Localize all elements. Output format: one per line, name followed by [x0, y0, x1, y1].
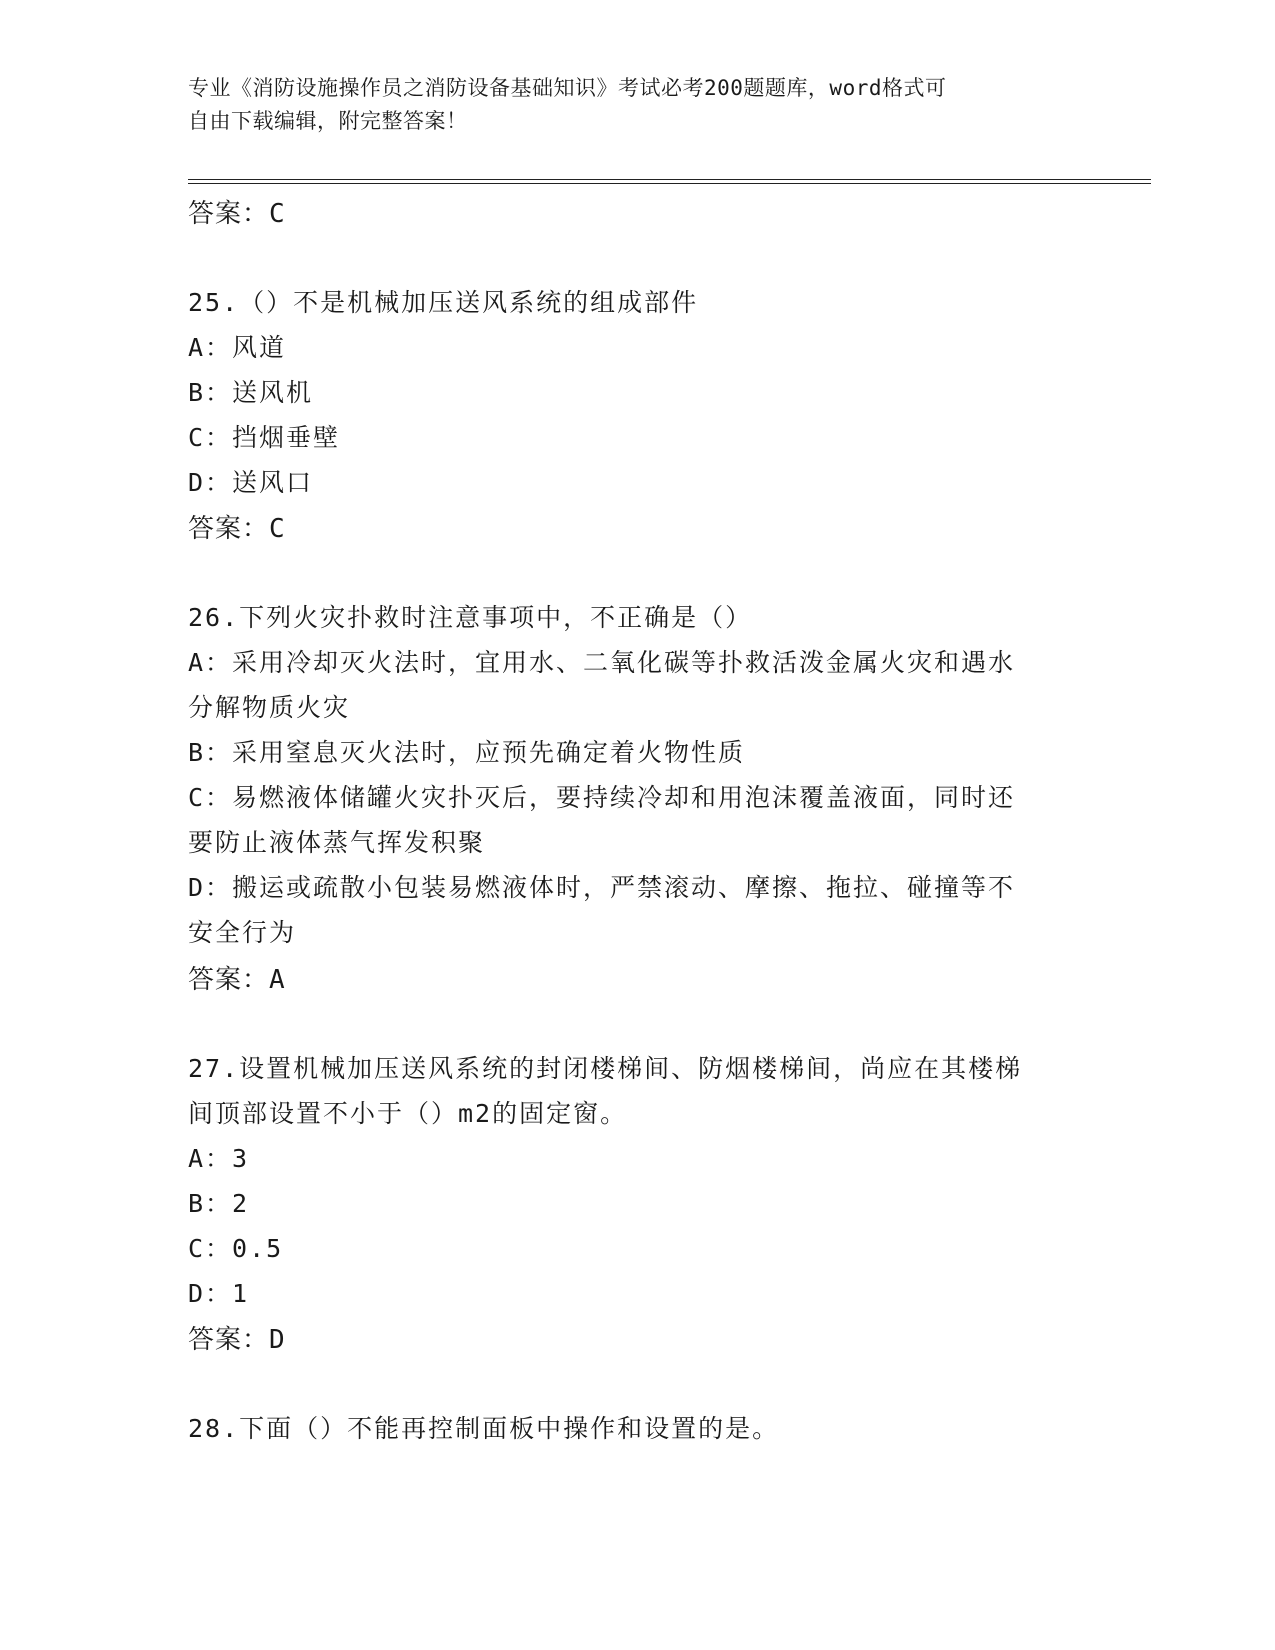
question-28-stem: 28.下面（）不能再控制面板中操作和设置的是。 — [188, 1414, 780, 1443]
answer-value: C — [269, 514, 286, 544]
question-27-option-d: D：1 — [188, 1279, 250, 1308]
question-26-option-a-cont: 分解物质火灾 — [188, 693, 351, 722]
question-27-stem: 27.设置机械加压送风系统的封闭楼梯间、防烟楼梯间，尚应在其楼梯 — [188, 1054, 1023, 1083]
header-divider-bottom — [188, 183, 1151, 184]
answer-label: 答案： — [188, 965, 270, 995]
answer-label: 答案： — [188, 199, 270, 229]
header-line-1: 专业《消防设施操作员之消防设备基础知识》考试必考200题题库，word格式可 — [188, 76, 947, 100]
answer-label: 答案： — [188, 514, 270, 544]
document-header — [188, 72, 1088, 138]
question-25-stem: 25.（）不是机械加压送风系统的组成部件 — [188, 288, 699, 317]
question-27-option-b: B：2 — [188, 1189, 250, 1218]
question-25-option-b: B：送风机 — [188, 378, 314, 407]
header-line-2: 自由下载编辑，附完整答案！ — [188, 109, 468, 133]
answer-q24 — [188, 193, 286, 230]
question-27-stem-cont: 间顶部设置不小于（）m2的固定窗。 — [188, 1099, 628, 1128]
question-26-stem: 26.下列火灾扑救时注意事项中，不正确是（） — [188, 603, 753, 632]
question-26-option-b: B：采用窒息灭火法时，应预先确定着火物性质 — [188, 738, 746, 767]
question-25-option-c: C：挡烟垂壁 — [188, 423, 341, 452]
header-divider-top — [188, 179, 1151, 180]
answer-value: C — [269, 199, 286, 229]
answer-q25 — [188, 508, 286, 545]
question-26-option-d: D：搬运或疏散小包装易燃液体时，严禁滚动、摩擦、拖拉、碰撞等不 — [188, 873, 1016, 902]
answer-label: 答案： — [188, 1325, 270, 1355]
answer-q27 — [188, 1319, 286, 1356]
question-26-option-c-cont: 要防止液体蒸气挥发积聚 — [188, 828, 486, 857]
question-25-option-d: D：送风口 — [188, 468, 314, 497]
question-26-option-c: C：易燃液体储罐火灾扑灭后，要持续冷却和用泡沫覆盖液面，同时还 — [188, 783, 1016, 812]
question-27-option-a: A：3 — [188, 1144, 250, 1173]
question-25-option-a: A：风道 — [188, 333, 287, 362]
answer-value: A — [269, 965, 286, 995]
answer-value: D — [269, 1325, 286, 1355]
answer-q26 — [188, 959, 286, 996]
question-27-option-c: C：0.5 — [188, 1234, 284, 1263]
question-26-option-a: A：采用冷却灭火法时，宜用水、二氧化碳等扑救活泼金属火灾和遇水 — [188, 648, 1016, 677]
question-26-option-d-cont: 安全行为 — [188, 918, 297, 947]
